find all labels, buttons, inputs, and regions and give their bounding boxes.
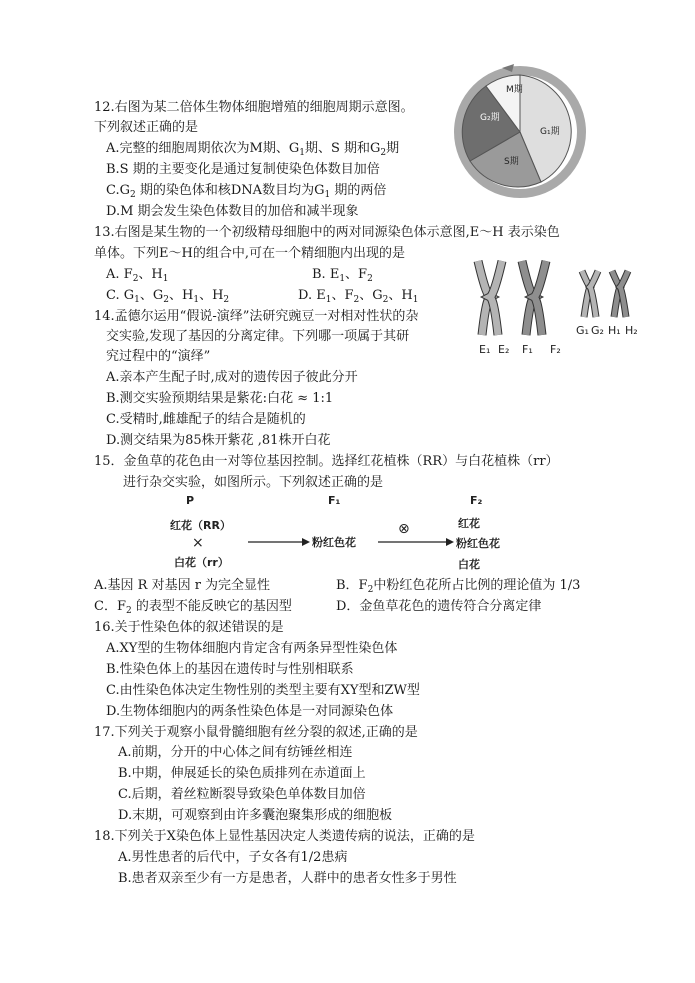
- g1-phase-label: G₁期: [540, 127, 560, 137]
- q14-option-b: B.测交实验预期结果是紫花:白花 ≈ 1:1: [106, 391, 334, 406]
- m-phase-label: M期: [506, 85, 523, 95]
- q13-option-a: A. $F_2$、$H_1$: [106, 267, 169, 284]
- f1-pink-flower: 粉红色花: [312, 536, 356, 549]
- q17-option-b: B.中期，伸展延长的染色质排列在赤道面上: [118, 766, 366, 781]
- q18-stem: 18.下列关于X染色体上显性基因决定人类遗传病的说法，正确的是: [94, 829, 475, 844]
- q12-stem-line2: 下列叙述正确的是: [94, 120, 199, 135]
- q17-option-c: C.后期，着丝粒断裂导致染色单体数目加倍: [118, 787, 366, 802]
- cross-flow-diagram: [170, 490, 530, 575]
- self-cross-symbol: ⊗: [398, 521, 410, 537]
- label-g1: G₁: [576, 324, 589, 337]
- q12-option-b: B.S 期的主要变化是通过复制使染色体数目加倍: [106, 162, 380, 177]
- q12-option-d: D.M 期会发生染色体数目的加倍和减半现象: [106, 204, 359, 219]
- f2-pink-flower: 粉红色花: [456, 537, 500, 550]
- q16-option-c: C.由性染色体决定生物性别的类型主要有XY型和ZW型: [106, 683, 420, 698]
- label-h1: H₁: [608, 324, 621, 337]
- label-e1: E₁: [479, 343, 491, 356]
- cross-symbol: ×: [192, 535, 204, 551]
- q15-stem-line1: 15．金鱼草的花色由一对等位基因控制。选择红花植株（RR）与白花植株（rr）: [94, 454, 559, 469]
- q14-option-a: A.亲本产生配子时,成对的遗传因子彼此分开: [106, 370, 358, 385]
- q12-option-c: $C.G_2$ 期的染色体和核DNA数目均为$G_1$ 期的两倍: [106, 183, 387, 200]
- q16-option-a: A.XY型的生物体细胞内肯定含有两条异型性染色体: [106, 641, 398, 656]
- label-f2: F₂: [550, 343, 561, 356]
- q18-option-b: B.患者双亲至少有一方是患者，人群中的患者女性多于男性: [118, 871, 457, 886]
- label-h2: H₂: [625, 324, 638, 337]
- q15-option-b: B．$F_2$中粉红色花所占比例的理论值为 1/3: [336, 578, 581, 595]
- label-g2: G₂: [591, 324, 604, 337]
- parent-white-flower: 白花（rr）: [174, 556, 229, 569]
- q17-option-d: D.末期，可观察到由许多囊泡聚集形成的细胞板: [118, 808, 393, 823]
- q14-stem-line3: 究过程中的“演绎”: [106, 349, 211, 364]
- q14-option-d: D.测交结果为85株开紫花 ,81株开白花: [106, 433, 331, 448]
- generation-p-label: P: [186, 494, 195, 507]
- q13-stem-line2: 单体。下列E～H的组合中,可在一个精细胞内出现的是: [94, 246, 405, 261]
- q15-stem-line2: 进行杂交实验，如图所示。下列叙述正确的是: [123, 475, 384, 490]
- q13-option-c: C. $G_1$、$G_2$、$H_1$、$H_2$: [106, 288, 230, 305]
- q13-option-d: D. $E_1$、$F_2$、$G_2$、$H_1$: [298, 288, 419, 305]
- f2-white-flower: 白花: [458, 558, 480, 571]
- q15-option-c: C．$F_2$ 的表型不能反映它的基因型: [94, 599, 292, 616]
- q17-stem: 17.下列关于观察小鼠骨髓细胞有丝分裂的叙述,正确的是: [94, 725, 418, 740]
- generation-f1-label: F₁: [328, 494, 341, 507]
- q15-option-d: D．金鱼草花色的遗传符合分离定律: [336, 599, 542, 614]
- label-f1: F₁: [522, 343, 533, 356]
- q16-stem: 16.关于性染色体的叙述错误的是: [94, 620, 284, 635]
- q13-option-b: B. $E_1$、$F_2$: [312, 267, 373, 284]
- g2-phase-label: G₂期: [480, 113, 500, 123]
- q14-option-c: C.受精时,雌雄配子的结合是随机的: [106, 412, 306, 427]
- label-e2: E₂: [498, 343, 510, 356]
- arrowhead-f1: [302, 538, 310, 546]
- homologous-chromosome-diagram: [470, 255, 680, 360]
- q16-option-b: B.性染色体上的基因在遗传时与性别相联系: [106, 662, 354, 677]
- f2-red-flower: 红花: [458, 517, 480, 530]
- q17-option-a: A.前期，分开的中心体之间有纺锤丝相连: [118, 745, 353, 760]
- q13-stem-line1: 13.右图是某生物的一个初级精母细胞中的两对同源染色体示意图,E～H 表示染色: [94, 225, 560, 240]
- q12-option-a: A.完整的细胞周期依次为M期、$G_1$期、S 期和$G_2$期: [106, 141, 400, 158]
- parent-red-flower: 红花（RR）: [170, 519, 231, 532]
- s-phase-label: S期: [504, 157, 519, 167]
- q15-option-a: A.基因 R 对基因 r 为完全显性: [94, 578, 271, 593]
- q12-stem-line1: 12.右图为某二倍体生物体细胞增殖的细胞周期示意图。: [94, 100, 414, 115]
- arrowhead-f2: [446, 538, 454, 546]
- cell-cycle-diagram: [450, 62, 590, 202]
- generation-f2-label: F₂: [470, 494, 483, 507]
- q16-option-d: D.生物体细胞内的两条性染色体是一对同源染色体: [106, 704, 394, 719]
- q14-stem-line1: 14.孟德尔运用“假说-演绎”法研究豌豆一对相对性状的杂: [94, 309, 419, 324]
- q14-stem-line2: 交实验,发现了基因的分离定律。下列哪一项属于其研: [106, 329, 410, 344]
- q18-option-a: A.男性患者的后代中，子女各有1/2患病: [118, 850, 348, 865]
